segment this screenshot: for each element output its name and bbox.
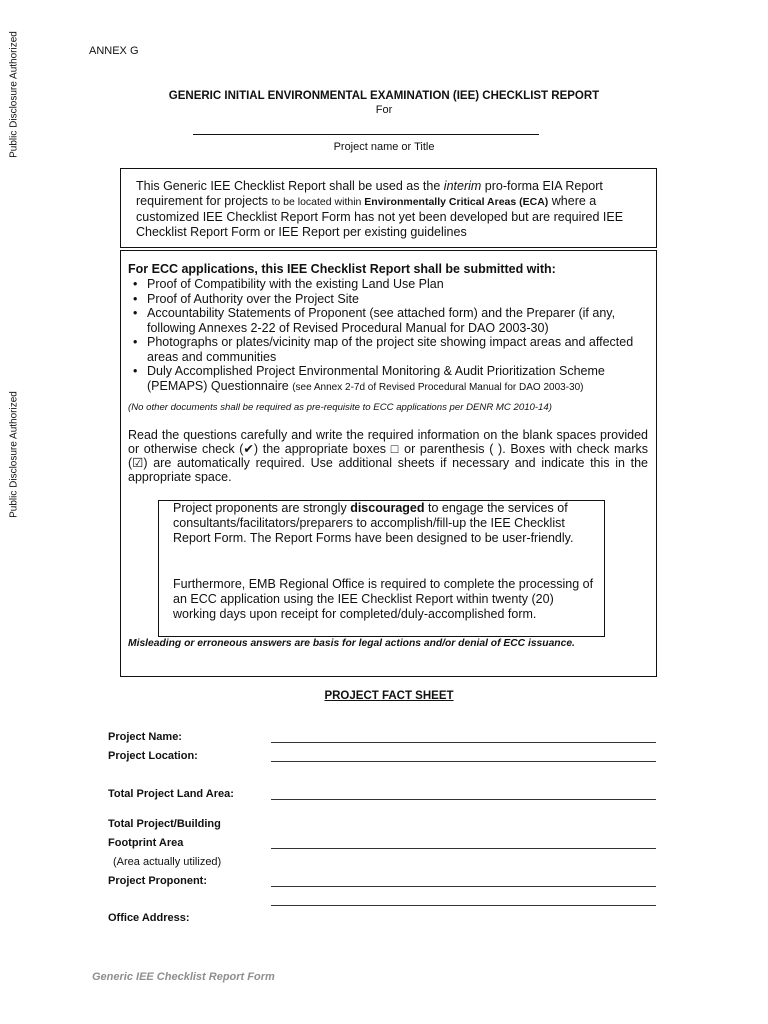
notice-paragraph-2: Furthermore, EMB Regional Office is required to complete the processing of an ECC application using the IEE Checklist Report within twenty (20) working days upon receipt for completed/duly-accomplished form. — [173, 577, 594, 621]
for-label: For — [375, 104, 393, 116]
project-name-field[interactable] — [271, 742, 656, 743]
warning-text: Misleading or erroneous answers are basis for legal actions and/or denial of ECC issuance. — [128, 638, 575, 649]
project-proponent-field-2[interactable] — [271, 905, 656, 906]
list-item: • Photographs or plates/vicinity map of the project site showing impact areas and affected areas and communities — [133, 335, 634, 364]
project-location-field[interactable] — [271, 761, 656, 762]
bullet-icon: • — [133, 335, 138, 349]
list-item: • Accountability Statements of Proponent (see attached form) and the Preparer (if any, following Annexes 2-22 of Revised Procedural Manual for DAO 2003-30) — [133, 306, 616, 335]
notice-box — [158, 500, 605, 637]
project-location-label: Project Location: — [108, 750, 198, 762]
annex-label: ANNEX G — [89, 45, 139, 57]
list-item: • Proof of Compatibility with the existing Land Use Plan — [133, 277, 444, 291]
instructions-text: Read the questions carefully and write the required information on the blank spaces provided or otherwise check (✔) the appropriate boxes □ or parenthesis ( ). Boxes with check marks (☑) are automatically required. Use additional sheets if necessary and indicate this in the appropriate space. — [128, 428, 648, 484]
bullet-icon: • — [133, 306, 138, 320]
project-proponent-label: Project Proponent: — [108, 875, 208, 887]
requirements-list — [131, 277, 646, 395]
area-utilized-note: (Area actually utilized) — [113, 856, 222, 868]
bullet-icon: • — [133, 364, 138, 378]
bullet-icon: • — [133, 277, 138, 291]
side-label-public-disclosure-bottom: Public Disclosure Authorized — [8, 391, 20, 518]
notice-paragraph-1: Project proponents are strongly discouraged to engage the services of consultants/facilitators/preparers to accomplish/fill-up the IEE Checklist Report Form. The Report Forms have been designed to be user-friendly. — [173, 501, 574, 545]
project-name-label: Project Name: — [108, 731, 182, 743]
intro-box — [120, 168, 657, 248]
requirements-heading: For ECC applications, this IEE Checklist Report shall be submitted with: — [128, 262, 556, 276]
requirements-box — [120, 250, 657, 677]
page-footer: Generic IEE Checklist Report Form — [92, 971, 275, 983]
footprint-area-label: Footprint Area — [108, 837, 184, 849]
requirements-note: (No other documents shall be required as pre-requisite to ECC applications per DENR MC 2010-14) — [128, 402, 552, 413]
total-land-area-field[interactable] — [271, 799, 656, 800]
list-item: • Proof of Authority over the Project Site — [133, 291, 359, 306]
project-name-caption: Project name or Title — [333, 141, 435, 153]
footprint-area-field[interactable] — [271, 848, 656, 849]
project-proponent-field[interactable] — [271, 886, 656, 887]
side-label-public-disclosure-top: Public Disclosure Authorized — [8, 31, 20, 158]
total-building-label: Total Project/Building — [108, 818, 221, 830]
fact-sheet-title: PROJECT FACT SHEET — [324, 690, 454, 702]
project-name-blank-line[interactable] — [193, 134, 539, 135]
total-land-area-label: Total Project Land Area: — [108, 788, 234, 800]
bullet-icon: • — [133, 291, 138, 306]
office-address-label: Office Address: — [108, 912, 190, 924]
intro-text: This Generic IEE Checklist Report shall be used as the interim pro-forma EIA Report requirement for projects to be located within Environmentally Critical Areas (ECA) where a customized IEE Checklist Report Form has not yet been developed but are required IEE Checklist Report Form or IEE Report per existing guidelines — [136, 179, 624, 239]
document-title: GENERIC INITIAL ENVIRONMENTAL EXAMINATION (IEE) CHECKLIST REPORT — [168, 90, 600, 102]
list-item: • Duly Accomplished Project Environmental Monitoring & Audit Prioritization Scheme (PEMAPS) Questionnaire (see Annex 2-7d of Revised Procedural Manual for DAO 2003-30) — [133, 364, 605, 393]
